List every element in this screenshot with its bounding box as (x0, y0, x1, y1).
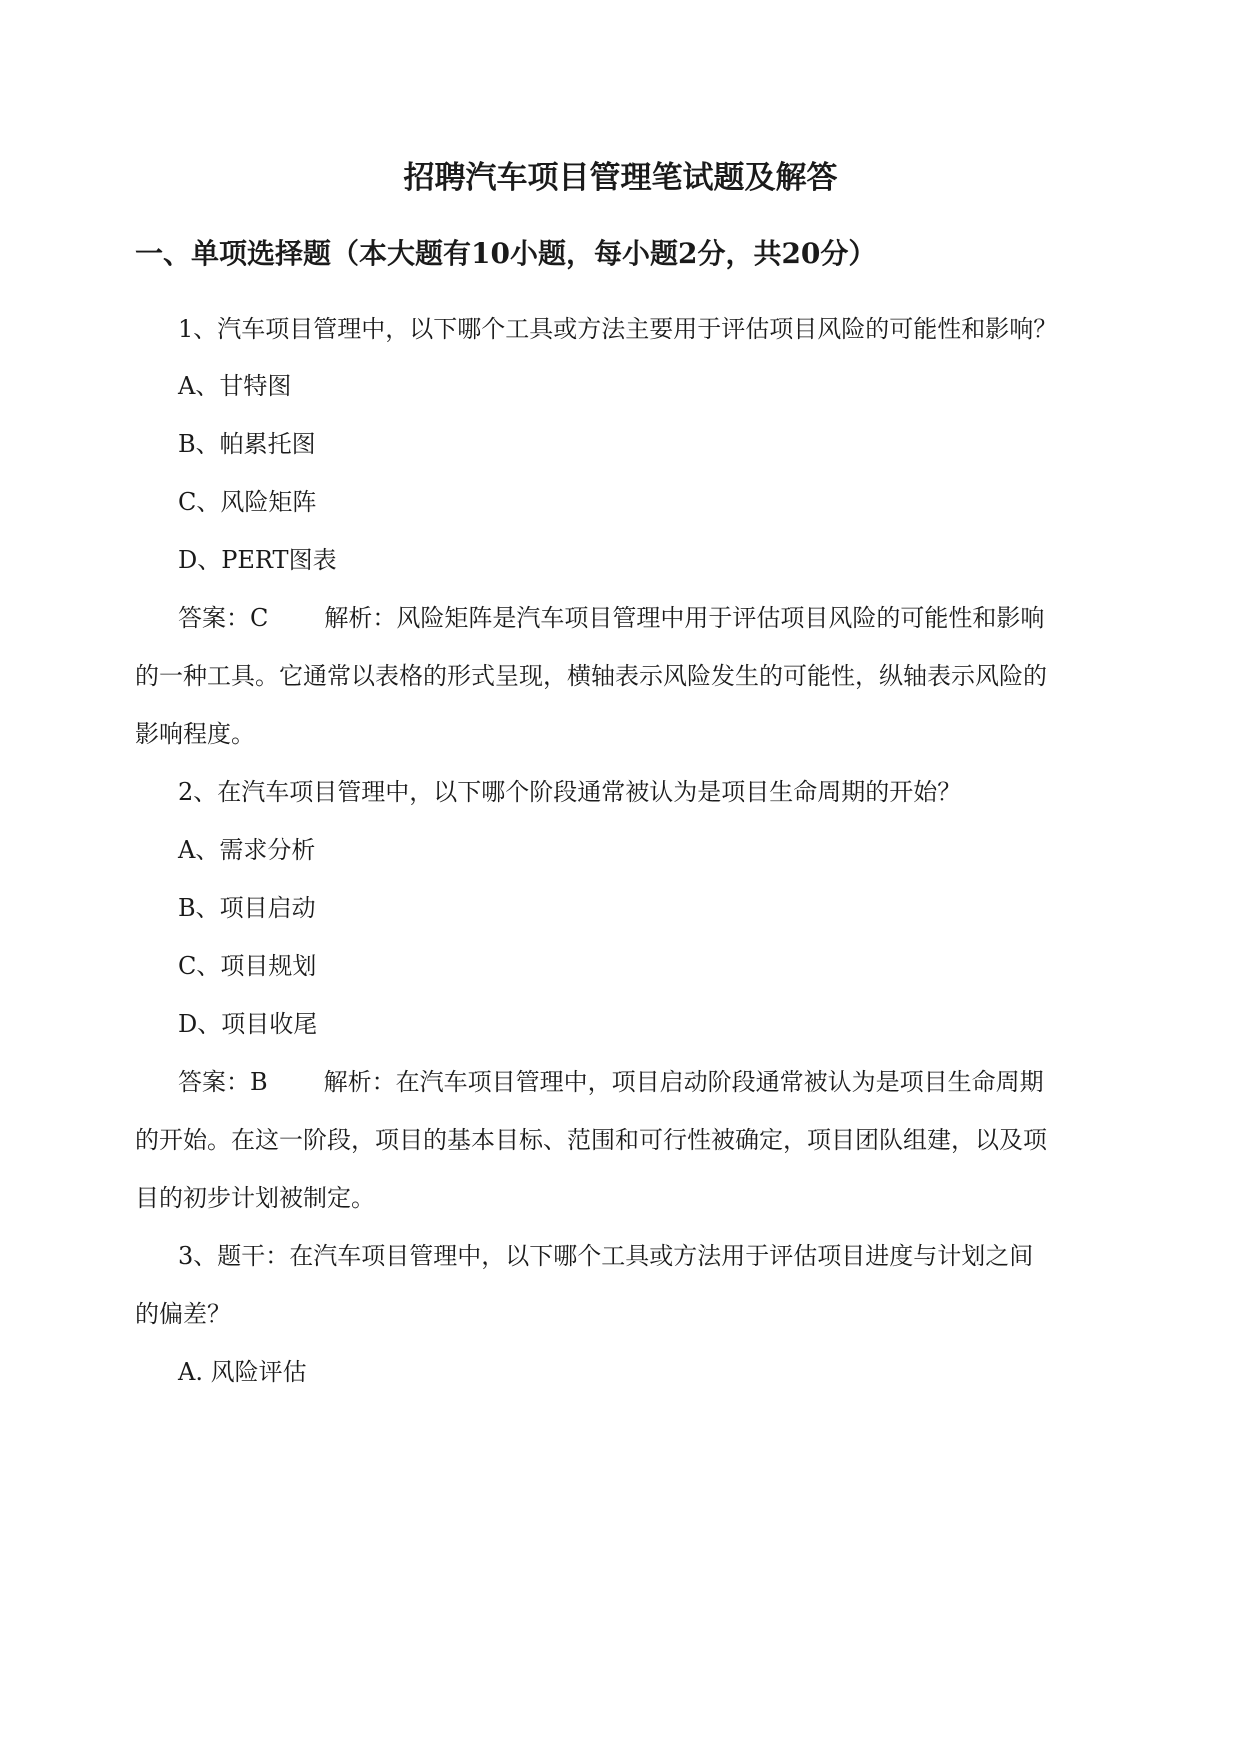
question-2-option-a: A、需求分析 (178, 836, 316, 864)
question-1-analysis-line-2: 的一种工具。它通常以表格的形式呈现，横轴表示风险发生的可能性，纵轴表示风险的 (135, 662, 1047, 690)
question-2-option-c: C、项目规划 (178, 952, 317, 980)
question-1-analysis-line-1: 解析：风险矩阵是汽车项目管理中用于评估项目风险的可能性和影响 (324, 604, 1045, 632)
document-title: 招聘汽车项目管理笔试题及解答 (403, 160, 838, 196)
question-1-option-a: A、甘特图 (178, 372, 292, 400)
question-1-analysis-line-3: 影响程度。 (135, 720, 255, 748)
question-2-option-b: B、项目启动 (178, 894, 316, 922)
question-2-option-d: D、项目收尾 (178, 1010, 318, 1038)
question-1-option-c: C、风险矩阵 (178, 488, 317, 516)
section-heading: 一、单项选择题（本大题有10小题，每小题2分，共20分） (135, 237, 877, 270)
question-1-answer: 答案：C (178, 604, 269, 632)
question-1-option-d: D、PERT图表 (178, 546, 337, 574)
question-1-answer-line (178, 602, 1044, 634)
question-2-analysis-line-2: 的开始。在这一阶段，项目的基本目标、范围和可行性被确定，项目团队组建，以及项 (135, 1126, 1047, 1154)
question-1-stem: 1、汽车项目管理中，以下哪个工具或方法主要用于评估项目风险的可能性和影响？ (178, 315, 1058, 343)
question-3-option-a: A. 风险评估 (178, 1358, 307, 1386)
question-1-option-b: B、帕累托图 (178, 430, 316, 458)
question-3-stem-line-2: 的偏差？ (135, 1300, 231, 1328)
question-3-stem-line-1: 3、题干：在汽车项目管理中，以下哪个工具或方法用于评估项目进度与计划之间 (178, 1242, 1034, 1270)
question-2-answer: 答案：B (178, 1068, 268, 1096)
question-2-answer-line (178, 1066, 1044, 1098)
question-2-analysis-line-1: 解析：在汽车项目管理中，项目启动阶段通常被认为是项目生命周期 (323, 1068, 1044, 1096)
question-2-stem: 2、在汽车项目管理中，以下哪个阶段通常被认为是项目生命周期的开始？ (178, 778, 962, 806)
question-2-analysis-line-3: 目的初步计划被制定。 (135, 1184, 375, 1212)
